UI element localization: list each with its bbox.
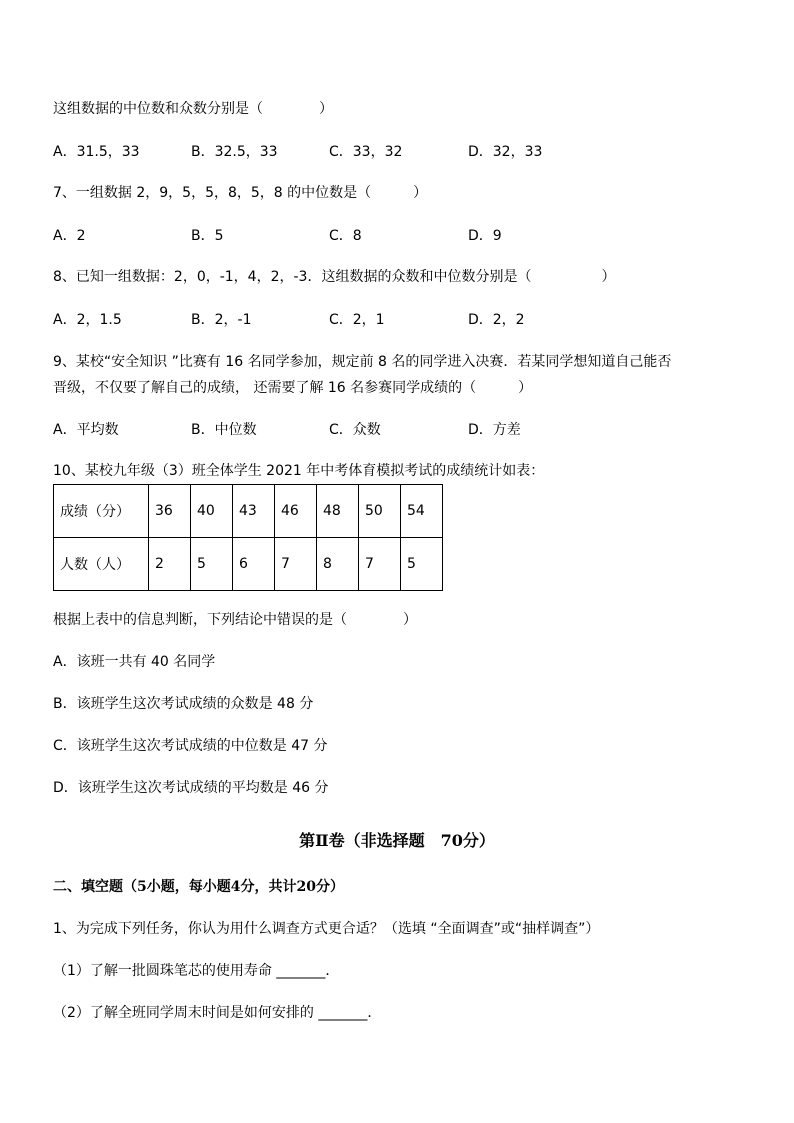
q8-options bbox=[53, 311, 753, 329]
q9-option-b: B．中位数 bbox=[191, 422, 257, 438]
q10-question: 根据上表中的信息判断，下列结论中错误的是（ ） bbox=[53, 612, 417, 628]
fill1-stem: 1、为完成下列任务，你认为用什么调查方式更合适？（选填 “全面调查”或“抽样调查”） bbox=[53, 921, 600, 937]
table-cell: 2 bbox=[149, 538, 191, 591]
table-cell: 43 bbox=[233, 485, 275, 538]
q7-option-b: B．5 bbox=[191, 228, 224, 244]
q9-stem-line1: 9、某校“安全知识 ”比赛有 16 名同学参加，规定前 8 名的同学进入决赛．若某同学想知道自己能否 bbox=[53, 354, 672, 370]
q9-option-c: C．众数 bbox=[329, 422, 381, 438]
q7-option-a: A．2 bbox=[53, 228, 86, 244]
table-row-header: 人数（人） bbox=[54, 538, 149, 591]
table-row-header: 成绩（分） bbox=[54, 485, 149, 538]
table-cell: 48 bbox=[317, 485, 359, 538]
q7-stem: 7、一组数据 2，9，5，5，8，5，8 的中位数是（ ） bbox=[53, 185, 428, 201]
table-cell: 46 bbox=[275, 485, 317, 538]
q8-stem: 8、已知一组数据：2，0，-1，4，2，-3．这组数据的众数和中位数分别是（ ） bbox=[53, 269, 616, 285]
q6-stem: 这组数据的中位数和众数分别是（ ） bbox=[53, 101, 333, 117]
table-cell: 8 bbox=[317, 538, 359, 591]
q6-option-b: B．32.5，33 bbox=[191, 144, 278, 160]
table-cell: 5 bbox=[401, 538, 443, 591]
q6-option-a: A．31.5，33 bbox=[53, 144, 140, 160]
table-cell: 7 bbox=[359, 538, 401, 591]
q9-option-d: D．方差 bbox=[468, 422, 521, 438]
fill1-item1: （1）了解一批圆珠笔芯的使用寿命 _______． bbox=[53, 963, 340, 979]
q6-option-d: D．32，33 bbox=[468, 144, 543, 160]
q10-stem: 10、某校九年级（3）班全体学生 2021 年中考体育模拟考试的成绩统计如表： bbox=[53, 463, 545, 479]
table-cell: 50 bbox=[359, 485, 401, 538]
table-row bbox=[54, 538, 443, 591]
score-table bbox=[53, 484, 443, 591]
q9-stem-line2: 晋级，不仅要了解自己的成绩， 还需要了解 16 名参赛同学成绩的（ ） bbox=[53, 380, 533, 396]
q8-option-a: A．2，1.5 bbox=[53, 312, 122, 328]
q7-options bbox=[53, 227, 753, 245]
table-row bbox=[54, 485, 443, 538]
q8-option-d: D．2，2 bbox=[468, 312, 525, 328]
q7-option-d: D．9 bbox=[468, 228, 502, 244]
table-cell: 36 bbox=[149, 485, 191, 538]
fill1-item2: （2）了解全班同学周末时间是如何安排的 _______． bbox=[53, 1005, 382, 1021]
section-heading: 二、填空题（5小题，每小题4分，共计20分） bbox=[53, 879, 344, 895]
q10-option-c: C．该班学生这次考试成绩的中位数是 47 分 bbox=[53, 738, 328, 754]
q6-options bbox=[53, 143, 753, 161]
q7-option-c: C．8 bbox=[329, 228, 362, 244]
q9-option-a: A．平均数 bbox=[53, 422, 119, 438]
q10-option-a: A．该班一共有 40 名同学 bbox=[53, 654, 216, 670]
q6-option-c: C．33，32 bbox=[329, 144, 403, 160]
q8-option-c: C．2，1 bbox=[329, 312, 385, 328]
table-cell: 7 bbox=[275, 538, 317, 591]
q10-option-d: D．该班学生这次考试成绩的平均数是 46 分 bbox=[53, 780, 329, 796]
table-cell: 40 bbox=[191, 485, 233, 538]
table-cell: 5 bbox=[191, 538, 233, 591]
table-cell: 54 bbox=[401, 485, 443, 538]
table-cell: 6 bbox=[233, 538, 275, 591]
q10-option-b: B．该班学生这次考试成绩的众数是 48 分 bbox=[53, 696, 314, 712]
q8-option-b: B．2，-1 bbox=[191, 312, 252, 328]
section-title: 第Ⅱ卷（非选择题 70分） bbox=[299, 831, 495, 850]
q9-options bbox=[53, 421, 753, 439]
